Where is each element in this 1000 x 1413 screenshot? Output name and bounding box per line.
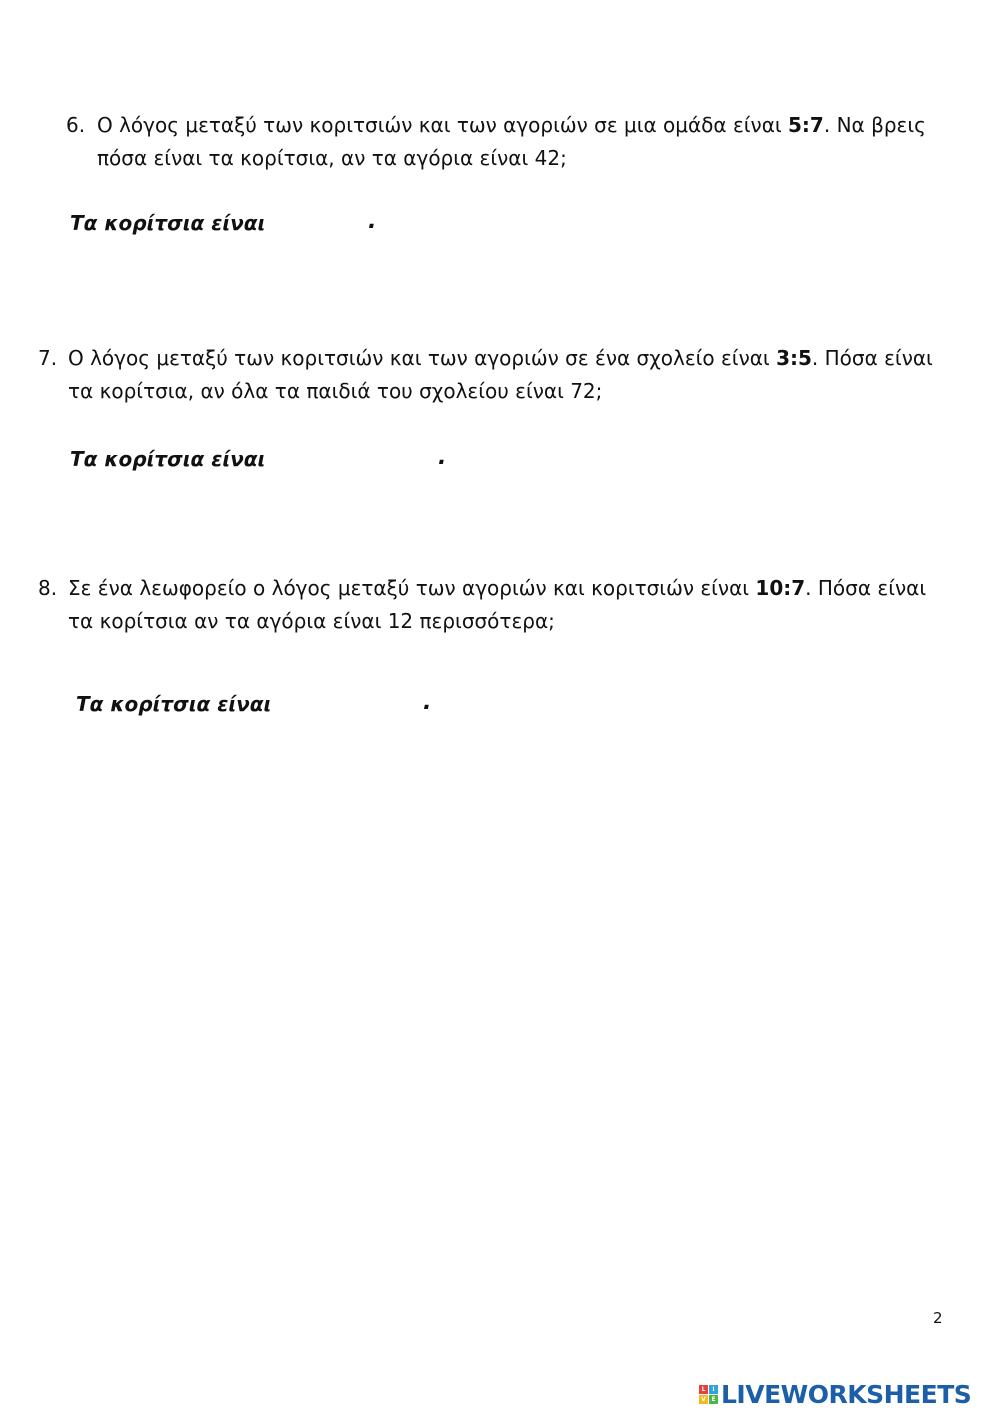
- question-number: 7.: [38, 346, 58, 370]
- question-7: [38, 342, 933, 408]
- logo-icon-cell: V: [699, 1395, 708, 1404]
- answer-label: Τα κορίτσια είναι: [70, 211, 266, 235]
- logo-icon: [699, 1385, 718, 1404]
- ratio: 5:7: [788, 113, 824, 137]
- answer-input-7[interactable]: [262, 443, 438, 475]
- question-6: [66, 109, 926, 175]
- question-text-line1: Ο λόγος μεταξύ των κοριτσιών και των αγοριών σε ένα σχολείο είναι 3:5. Πόσα είναι: [68, 346, 933, 370]
- answer-row-7: [70, 445, 447, 471]
- question-text-line2: τα κορίτσια, αν όλα τα παιδιά του σχολείου είναι 72;: [68, 379, 603, 403]
- question-text-line2: πόσα είναι τα κορίτσια, αν τα αγόρια είναι 42;: [97, 146, 567, 170]
- logo-icon-cell: E: [709, 1395, 718, 1404]
- question-number: 8.: [38, 576, 58, 600]
- answer-row-6: [70, 209, 377, 235]
- question-text-line1: Ο λόγος μεταξύ των κοριτσιών και των αγοριών σε μια ομάδα είναι 5:7. Να βρεις: [97, 113, 926, 137]
- logo-icon-cell: L: [699, 1385, 708, 1394]
- ratio: 10:7: [755, 576, 806, 600]
- answer-label: Τα κορίτσια είναι: [76, 692, 272, 716]
- answer-row-8: [76, 690, 432, 716]
- answer-period: .: [423, 690, 432, 715]
- liveworksheets-logo[interactable]: [699, 1379, 971, 1409]
- answer-input-8[interactable]: [268, 688, 422, 720]
- answer-input-6[interactable]: [262, 207, 366, 239]
- logo-icon-cell: I: [709, 1385, 718, 1394]
- question-text-line2: τα κορίτσια αν τα αγόρια είναι 12 περισσότερα;: [68, 609, 555, 633]
- page-number: 2: [933, 1309, 943, 1327]
- question-text-line1: Σε ένα λεωφορείο ο λόγος μεταξύ των αγοριών και κοριτσιών είναι 10:7. Πόσα είναι: [68, 576, 927, 600]
- logo-text: LIVEWORKSHEETS: [721, 1379, 972, 1409]
- ratio: 3:5: [776, 346, 812, 370]
- question-number: 6.: [66, 113, 86, 137]
- answer-label: Τα κορίτσια είναι: [70, 447, 266, 471]
- question-8: [38, 572, 926, 638]
- answer-period: .: [438, 445, 447, 470]
- answer-period: .: [368, 209, 377, 234]
